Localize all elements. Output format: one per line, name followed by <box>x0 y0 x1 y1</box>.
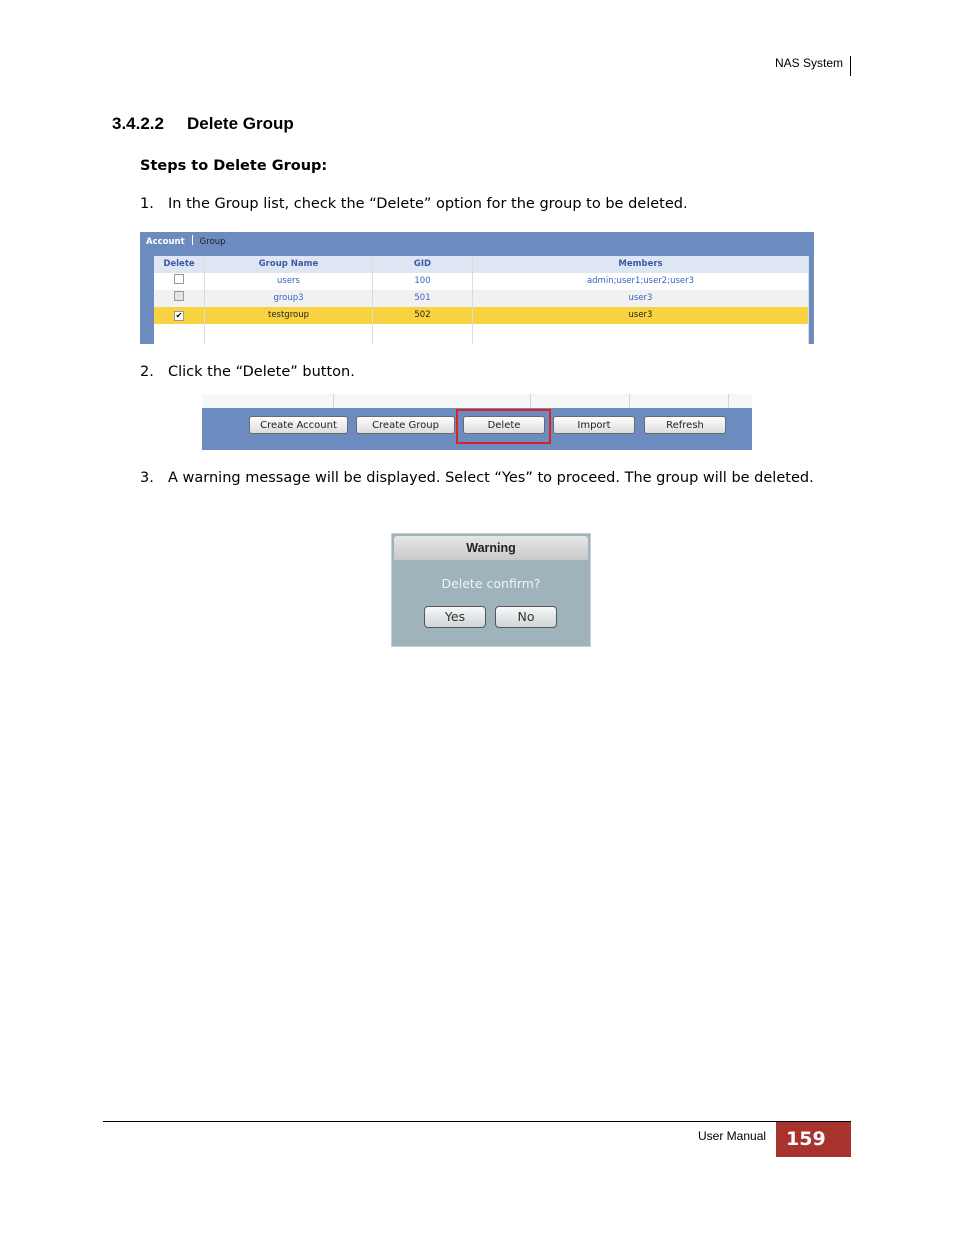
header-divider <box>850 56 851 76</box>
step-text: A warning message will be displayed. Select “Yes” to proceed. The group will be deleted. <box>168 470 814 486</box>
section-number: 3.4.2.2 <box>112 114 164 133</box>
toolbar-screenshot <box>202 394 752 450</box>
members-cell: user3 <box>473 290 809 307</box>
members-cell: admin;user1;user2;user3 <box>473 273 809 290</box>
delete-cell <box>154 273 205 290</box>
group-name-cell: users <box>205 273 373 290</box>
delete-checkbox[interactable] <box>174 274 184 284</box>
yes-button[interactable]: Yes <box>424 606 486 628</box>
gid-cell: 501 <box>373 290 473 307</box>
delete-cell <box>154 307 205 324</box>
delete-checkbox[interactable] <box>174 291 184 301</box>
column-header-members[interactable]: Members <box>473 256 809 273</box>
import-button[interactable]: Import <box>553 416 635 434</box>
footer-rule <box>103 1121 851 1122</box>
step-text: In the Group list, check the “Delete” option for the group to be deleted. <box>168 196 688 212</box>
column-header-gid[interactable]: GID <box>373 256 473 273</box>
table-empty-row <box>154 324 809 344</box>
table-row[interactable] <box>154 273 809 290</box>
step-number: 3. <box>140 470 154 486</box>
running-header: NAS System <box>775 56 844 70</box>
column-header-group-name[interactable]: Group Name <box>205 256 373 273</box>
dialog-message: Delete confirm? <box>441 576 541 591</box>
step-text: Click the “Delete” button. <box>168 364 355 380</box>
gid-cell: 502 <box>373 307 473 324</box>
page-number: 159 <box>776 1122 851 1157</box>
create-account-button[interactable]: Create Account <box>249 416 348 434</box>
group-name-cell: testgroup <box>205 307 373 324</box>
table-header-row <box>154 256 809 273</box>
warning-dialog <box>391 533 591 647</box>
steps-title: Steps to Delete Group: <box>140 158 328 174</box>
refresh-button[interactable]: Refresh <box>644 416 726 434</box>
group-table <box>154 256 809 344</box>
step-number: 1. <box>140 196 154 212</box>
breadcrumb-group[interactable]: Group <box>199 237 226 247</box>
gid-cell: 100 <box>373 273 473 290</box>
section-heading <box>112 114 294 134</box>
toolbar-table-edge <box>202 394 752 408</box>
delete-highlight-box <box>456 409 551 444</box>
column-header-delete[interactable]: Delete <box>154 256 205 273</box>
step-number: 2. <box>140 364 154 380</box>
no-button[interactable]: No <box>495 606 557 628</box>
create-group-button[interactable]: Create Group <box>356 416 455 434</box>
dialog-title: Warning <box>394 536 588 560</box>
group-name-cell: group3 <box>205 290 373 307</box>
delete-cell <box>154 290 205 307</box>
breadcrumb-separator <box>192 235 193 245</box>
members-cell: user3 <box>473 307 809 324</box>
breadcrumb-account[interactable]: Account <box>146 237 185 247</box>
group-list-screenshot <box>140 232 814 344</box>
table-row[interactable] <box>154 290 809 307</box>
footer-label: User Manual <box>698 1129 767 1143</box>
section-title: Delete Group <box>187 114 294 133</box>
breadcrumb <box>146 235 226 247</box>
delete-checkbox-checked[interactable]: ✔ <box>175 311 183 320</box>
delete-button[interactable]: Delete <box>463 416 545 434</box>
table-row-selected[interactable] <box>154 307 809 324</box>
